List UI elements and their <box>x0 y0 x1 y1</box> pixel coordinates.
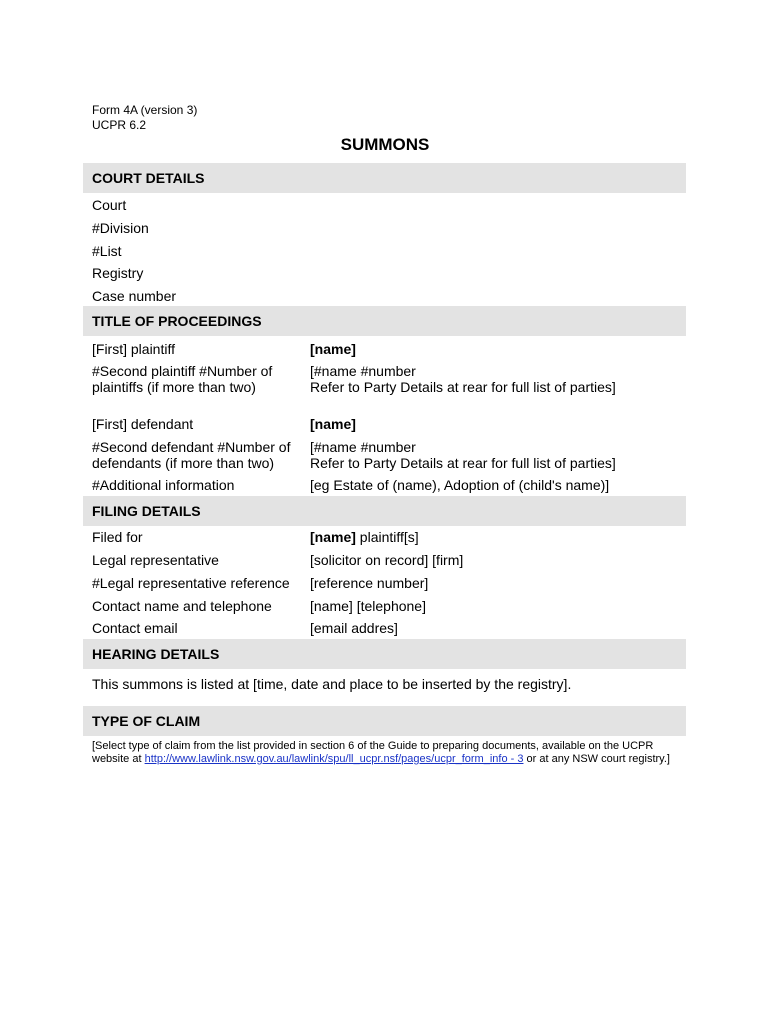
additional-info-value: [eg Estate of (name), Adoption of (child's name)] <box>310 477 610 493</box>
second-plaintiff-value-line2: Refer to Party Details at rear for full list of parties] <box>310 379 616 395</box>
first-defendant-value: [name] <box>310 416 356 432</box>
legal-rep-label: Legal representative <box>92 552 219 568</box>
claim-text-before: [Select type of claim from the list provided in section 6 of the Guide to preparing documents, available on the UCPR website at <box>92 740 654 765</box>
contact-value: [name] [telephone] <box>310 598 426 614</box>
second-plaintiff-value <box>310 363 680 395</box>
type-of-claim-text <box>92 740 672 766</box>
hearing-text: This summons is listed at [time, date and place to be inserted by the registry]. <box>92 676 572 692</box>
second-plaintiff-value-line1: [#name #number <box>310 363 416 379</box>
type-of-claim-heading: TYPE OF CLAIM <box>83 706 686 736</box>
rule-reference: UCPR 6.2 <box>92 118 147 132</box>
filed-for-label: Filed for <box>92 529 143 545</box>
case-number-field: Case number <box>92 288 177 304</box>
second-defendant-value-line1: [#name #number <box>310 439 416 455</box>
email-label: Contact email <box>92 620 178 636</box>
second-plaintiff-label-line1: #Second plaintiff #Number of <box>92 363 273 379</box>
filed-for-role: plaintiff[s] <box>355 529 419 545</box>
form-identifier <box>92 103 197 133</box>
second-defendant-value-line2: Refer to Party Details at rear for full list of parties] <box>310 455 616 471</box>
registry-field: Registry <box>92 265 144 281</box>
first-defendant-label: [First] defendant <box>92 416 194 432</box>
first-plaintiff-label: [First] plaintiff <box>92 341 175 357</box>
legal-rep-value: [solicitor on record] [firm] <box>310 552 464 568</box>
filed-for-value <box>310 529 680 545</box>
list-field: #List <box>92 243 122 259</box>
second-defendant-value <box>310 439 680 471</box>
filed-for-name: [name] <box>310 529 356 545</box>
second-defendant-label-line2: defendants (if more than two) <box>92 455 275 471</box>
contact-label: Contact name and telephone <box>92 598 272 614</box>
ucpr-link[interactable]: http://www.lawlink.nsw.gov.au/lawlink/spu/ll_ucpr.nsf/pages/ucpr_form_info - 3 <box>144 753 524 765</box>
legal-ref-label: #Legal representative reference <box>92 575 290 591</box>
form-version: Form 4A (version 3) <box>92 103 198 117</box>
hearing-details-heading: HEARING DETAILS <box>83 639 686 669</box>
filing-details-heading: FILING DETAILS <box>83 496 686 526</box>
first-plaintiff-value: [name] <box>310 341 356 357</box>
legal-ref-value: [reference number] <box>310 575 429 591</box>
title-of-proceedings-heading: TITLE OF PROCEEDINGS <box>83 306 686 336</box>
court-field: Court <box>92 197 127 213</box>
second-plaintiff-label-line2: plaintiffs (if more than two) <box>92 379 256 395</box>
email-value: [email addres] <box>310 620 398 636</box>
division-field: #Division <box>92 220 149 236</box>
claim-text-after: or at any NSW court registry.] <box>523 753 670 765</box>
second-defendant-label <box>92 439 290 471</box>
page-title: SUMMONS <box>340 135 430 154</box>
additional-info-label: #Additional information <box>92 477 235 493</box>
second-defendant-label-line1: #Second defendant #Number of <box>92 439 291 455</box>
court-details-heading: COURT DETAILS <box>83 163 686 193</box>
second-plaintiff-label <box>92 363 272 395</box>
